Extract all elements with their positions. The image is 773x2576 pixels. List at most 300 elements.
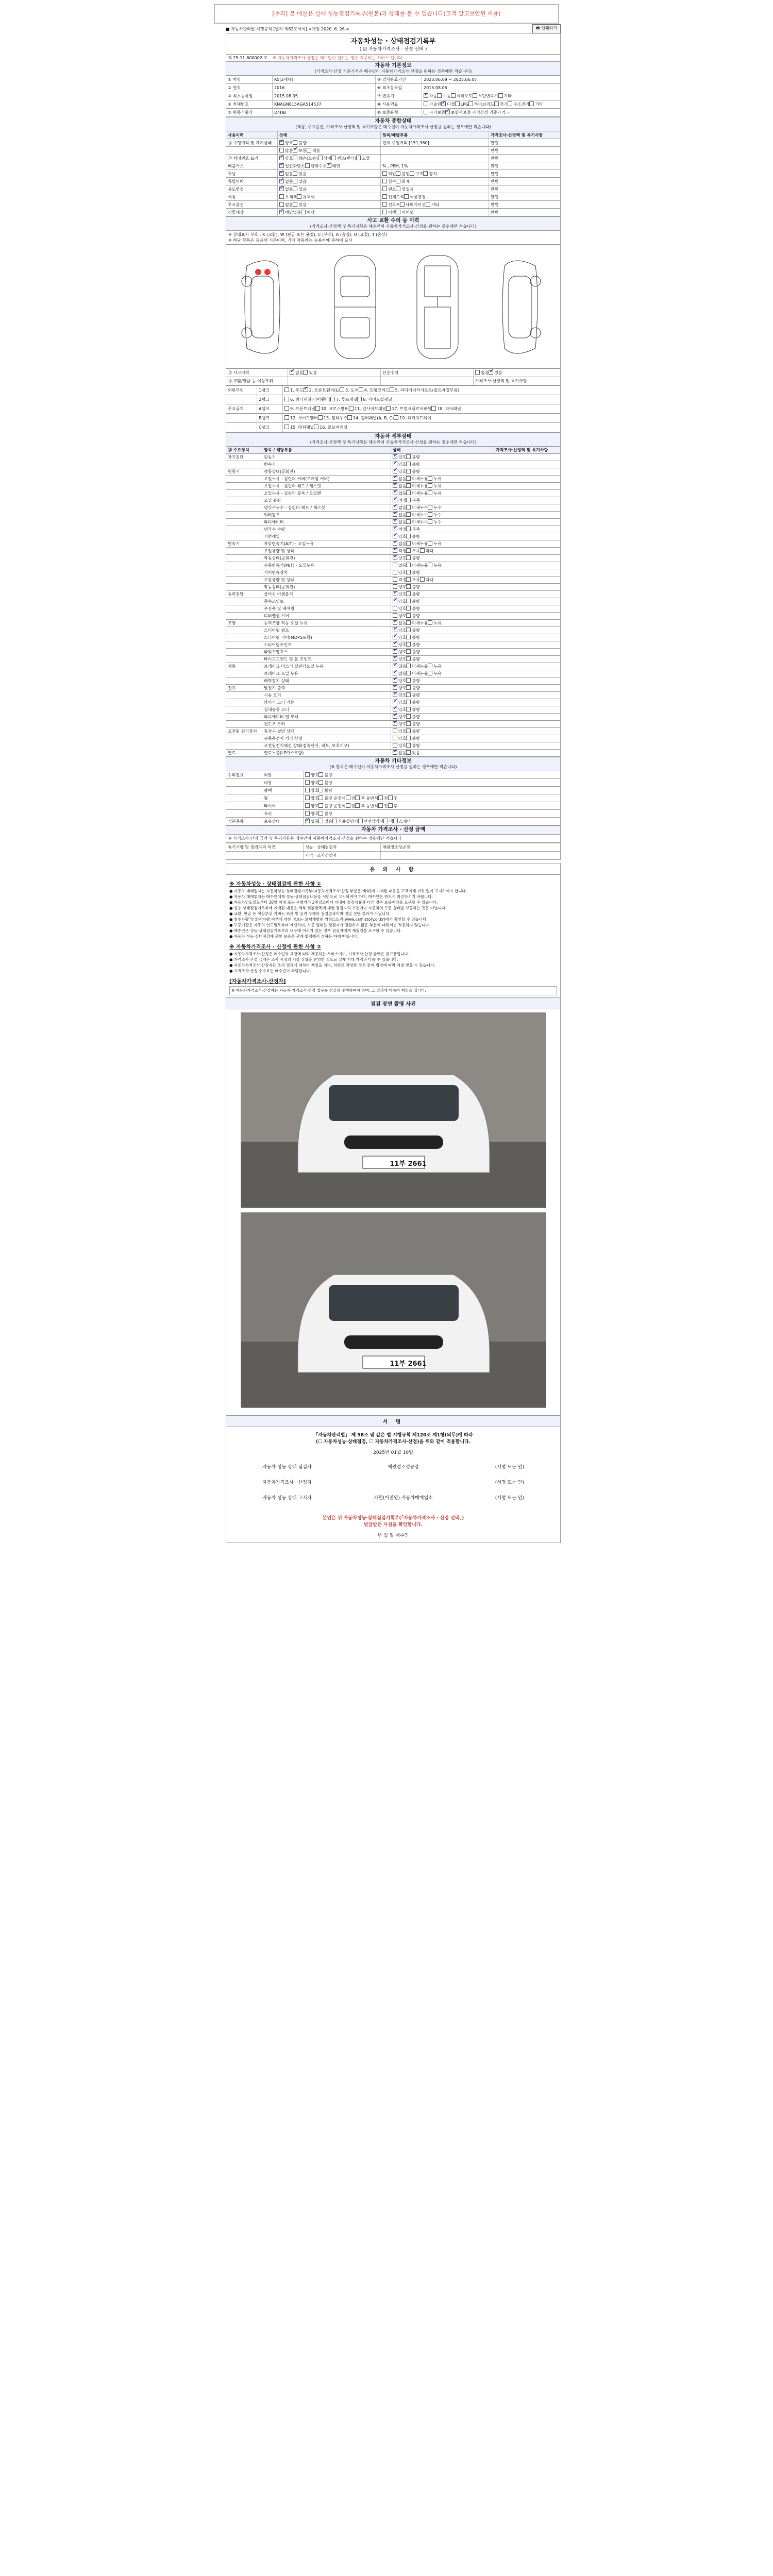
checkbox-unchecked[interactable] bbox=[406, 649, 411, 654]
checkbox-unchecked[interactable] bbox=[388, 803, 393, 808]
table-cell bbox=[226, 476, 262, 482]
signature-field[interactable]: (서명 또는 인) bbox=[495, 1496, 524, 1501]
checkbox-unchecked[interactable] bbox=[406, 505, 411, 510]
checkbox-unchecked[interactable] bbox=[529, 101, 534, 106]
checkbox-checked[interactable] bbox=[393, 642, 397, 647]
checkbox-unchecked[interactable] bbox=[406, 599, 411, 603]
car-top-view bbox=[334, 256, 376, 359]
checkbox-unchecked[interactable] bbox=[406, 642, 411, 647]
table-cell: 무채색 유채색 bbox=[278, 193, 381, 200]
checkbox-checked[interactable] bbox=[393, 527, 397, 531]
checkbox-unchecked[interactable] bbox=[406, 454, 411, 459]
footer-3: 년 월 일 매수인 bbox=[377, 1533, 409, 1538]
checkbox-checked[interactable] bbox=[290, 370, 294, 375]
checkbox-unchecked[interactable] bbox=[406, 512, 411, 517]
checkbox-unchecked[interactable] bbox=[318, 811, 323, 816]
table-cell: ✔ 없음 미세누유 누유 bbox=[391, 476, 494, 482]
checkbox-unchecked[interactable] bbox=[406, 728, 411, 733]
checkbox-checked[interactable] bbox=[393, 498, 397, 502]
checkbox-checked[interactable] bbox=[279, 179, 284, 183]
checkbox-unchecked[interactable] bbox=[301, 210, 306, 214]
checkbox-unchecked[interactable] bbox=[406, 548, 411, 553]
checkbox-checked[interactable] bbox=[393, 534, 397, 538]
checkbox-unchecked[interactable] bbox=[455, 101, 460, 106]
table-cell: ✔ 없음 미세누유 누유 bbox=[391, 540, 494, 547]
table-cell: 양호 불량 운전석 전 후 동반석 전 후 bbox=[304, 794, 560, 802]
table-cell: ⑧ 사용연료 bbox=[376, 100, 422, 108]
table-cell: ✔ 양호 불량 bbox=[391, 555, 494, 562]
checkbox-unchecked[interactable] bbox=[406, 620, 411, 625]
checkbox-unchecked[interactable] bbox=[424, 101, 428, 106]
checkbox-checked[interactable] bbox=[393, 476, 397, 481]
checkbox-unchecked[interactable] bbox=[349, 406, 354, 411]
checkbox-unchecked[interactable] bbox=[424, 110, 428, 114]
table-cell: 기어변속장치 bbox=[262, 569, 391, 576]
checkbox-unchecked[interactable] bbox=[293, 171, 297, 176]
table-row bbox=[226, 569, 560, 577]
table-cell: ✔ 없음 있음 bbox=[391, 750, 494, 756]
checkbox-unchecked[interactable] bbox=[423, 171, 428, 176]
checkbox-unchecked[interactable] bbox=[406, 469, 411, 473]
table-cell: ✔ 적정 부족 과다 bbox=[391, 548, 494, 554]
checkbox-unchecked[interactable] bbox=[382, 210, 387, 214]
checkbox-checked[interactable] bbox=[393, 685, 397, 690]
checkbox-unchecked[interactable] bbox=[378, 795, 383, 800]
checkbox-unchecked[interactable] bbox=[406, 555, 411, 560]
checkbox-unchecked[interactable] bbox=[508, 101, 512, 106]
checkbox-unchecked[interactable] bbox=[318, 819, 323, 823]
checkbox-unchecked[interactable] bbox=[393, 736, 397, 740]
checkbox-unchecked[interactable] bbox=[406, 584, 411, 589]
checkbox-unchecked[interactable] bbox=[356, 156, 361, 160]
checkbox-unchecked[interactable] bbox=[437, 93, 442, 98]
checkbox-unchecked[interactable] bbox=[303, 370, 308, 375]
sign-text-2: (☐ 자동차성능·상태점검, ☐ 자동차가격조사·산정)을 위와 같이 적용합니다. bbox=[315, 1439, 471, 1445]
checkbox-unchecked[interactable] bbox=[406, 462, 411, 466]
checkbox-checked[interactable] bbox=[393, 692, 397, 697]
checkbox-unchecked[interactable] bbox=[318, 772, 323, 777]
checkbox-unchecked[interactable] bbox=[355, 795, 360, 800]
checkbox-unchecked[interactable] bbox=[382, 202, 387, 207]
table-row bbox=[226, 109, 560, 117]
checkbox-unchecked[interactable] bbox=[393, 728, 397, 733]
table-cell: 등속조인트 bbox=[262, 598, 391, 605]
checkbox-checked[interactable] bbox=[293, 148, 297, 152]
accident-legend bbox=[226, 230, 561, 245]
checkbox-unchecked[interactable] bbox=[393, 613, 397, 618]
checkbox-unchecked[interactable] bbox=[331, 156, 336, 160]
table-cell: ⑦ 변속기 bbox=[376, 92, 422, 100]
form-header bbox=[226, 25, 561, 33]
checkbox-unchecked[interactable] bbox=[284, 415, 289, 420]
checkbox-unchecked[interactable] bbox=[355, 803, 360, 808]
checkbox-checked[interactable] bbox=[393, 555, 397, 560]
checkbox-unchecked[interactable] bbox=[396, 187, 400, 191]
checkbox-unchecked[interactable] bbox=[305, 780, 310, 785]
checkbox-checked[interactable] bbox=[393, 656, 397, 661]
checkbox-unchecked[interactable] bbox=[318, 788, 323, 792]
table-cell: ✔ 없음 미세누수 누수 bbox=[391, 512, 494, 518]
checkbox-unchecked[interactable] bbox=[431, 406, 436, 411]
checkbox-unchecked[interactable] bbox=[406, 591, 411, 596]
checkbox-unchecked[interactable] bbox=[318, 795, 323, 800]
checkbox-unchecked[interactable] bbox=[346, 795, 350, 800]
table-row bbox=[226, 100, 560, 109]
checkbox-unchecked[interactable] bbox=[406, 570, 411, 574]
checkbox-unchecked[interactable] bbox=[428, 505, 432, 510]
checkbox-unchecked[interactable] bbox=[293, 179, 297, 183]
table-cell bbox=[226, 706, 262, 713]
checkbox-checked[interactable] bbox=[393, 541, 397, 546]
checkbox-unchecked[interactable] bbox=[314, 425, 318, 429]
checkbox-unchecked[interactable] bbox=[279, 194, 284, 199]
checkbox-unchecked[interactable] bbox=[393, 584, 397, 589]
checkbox-unchecked[interactable] bbox=[406, 700, 411, 704]
table-cell: 라디에이터 팬 모터 bbox=[262, 714, 391, 720]
table-cell: 자가보증 ✔ 보험사보증 가격산정 기준가격: - bbox=[422, 109, 560, 116]
condition-section-header: 자동차 종합상태 (색상, 주요옵션, 가격조사·산정액 및 특기사항은 매수인이 자동차가격조사·산정을 원하는 경우에만 적습니다) bbox=[226, 117, 561, 131]
table-cell: ⑨ 원동기형식 bbox=[226, 109, 273, 116]
note-item: ● 가격조사·산정 수수료는 매수인이 부담합니다. bbox=[229, 969, 311, 973]
checkbox-unchecked[interactable] bbox=[293, 187, 297, 191]
checkbox-unchecked[interactable] bbox=[406, 714, 411, 719]
checkbox-unchecked[interactable] bbox=[332, 819, 337, 823]
checkbox-unchecked[interactable] bbox=[400, 202, 405, 207]
checkbox-unchecked[interactable] bbox=[347, 415, 352, 420]
table-cell: 양호 불량 bbox=[391, 728, 494, 735]
checkbox-unchecked[interactable] bbox=[406, 678, 411, 683]
sign-text-1: 「자동차관리법」 제 58조 및 같은 법 시행규칙 제120조 제1항(의무)에 따라 bbox=[313, 1433, 473, 1438]
checkbox-unchecked[interactable] bbox=[330, 397, 335, 401]
notes-title: 유 의 사 항 bbox=[226, 863, 561, 875]
checkbox-checked[interactable] bbox=[393, 707, 397, 711]
checkbox-unchecked[interactable] bbox=[359, 387, 363, 392]
table-row bbox=[226, 721, 560, 728]
checkbox-unchecked[interactable] bbox=[297, 194, 301, 199]
checkbox-unchecked[interactable] bbox=[393, 743, 397, 748]
table-row bbox=[226, 802, 560, 810]
print-button[interactable]: 🖶 인쇄하기 bbox=[532, 24, 561, 33]
checkbox-checked[interactable] bbox=[393, 649, 397, 654]
table-cell: 만원 bbox=[491, 148, 499, 153]
checkbox-checked[interactable] bbox=[424, 93, 428, 98]
checkbox-checked[interactable] bbox=[393, 700, 397, 704]
table-cell: 1랭크 bbox=[257, 386, 283, 395]
checkbox-checked[interactable] bbox=[393, 591, 397, 596]
checkbox-unchecked[interactable] bbox=[406, 577, 411, 582]
table-cell: 만원 bbox=[491, 140, 499, 145]
checkbox-unchecked[interactable] bbox=[293, 202, 297, 207]
checkbox-unchecked[interactable] bbox=[340, 387, 344, 392]
checkbox-unchecked[interactable] bbox=[406, 685, 411, 690]
checkbox-unchecked[interactable] bbox=[393, 563, 397, 567]
signature-field[interactable]: (서명 또는 인) bbox=[495, 1480, 524, 1485]
table-cell bbox=[226, 810, 262, 817]
checkbox-unchecked[interactable] bbox=[406, 483, 411, 488]
signer-text: 자동차 성능 상태 고지자 bbox=[262, 1496, 312, 1501]
checkbox-checked[interactable] bbox=[393, 512, 397, 517]
checkbox-unchecked[interactable] bbox=[428, 490, 432, 495]
table-cell: 전체도색 색상변경 bbox=[381, 193, 489, 200]
checkbox-unchecked[interactable] bbox=[394, 415, 398, 420]
checkbox-unchecked[interactable] bbox=[293, 140, 297, 145]
checkbox-unchecked[interactable] bbox=[494, 101, 499, 106]
checkbox-unchecked[interactable] bbox=[346, 803, 350, 808]
header-cell: 상태 bbox=[391, 447, 494, 453]
checkbox-unchecked[interactable] bbox=[406, 750, 411, 755]
table-cell: 가격 · 조사산정자 bbox=[304, 852, 381, 859]
checkbox-checked[interactable] bbox=[305, 819, 310, 823]
accident-section-header: 사고 교환 수리 등 이력 (가격조사·산정액 및 특기사항은 매수인이 자동차가격조사·산정을 원하는 경우에만 적습니다) bbox=[226, 216, 561, 230]
table-cell: 내장 bbox=[262, 779, 304, 786]
checkbox-unchecked[interactable] bbox=[393, 819, 398, 823]
table-cell: 워터펌프 bbox=[262, 512, 391, 518]
checkbox-unchecked[interactable] bbox=[305, 788, 310, 792]
checkbox-unchecked[interactable] bbox=[315, 406, 320, 411]
note-item: ● 교환, 판금 등 이상부위 기재는 외관 및 골격 상태의 점검결과이며 정밀 진단 결과가 아닙니다. bbox=[229, 911, 391, 916]
checkbox-unchecked[interactable] bbox=[305, 795, 310, 800]
checkbox-unchecked[interactable] bbox=[406, 664, 411, 668]
checkbox-unchecked[interactable] bbox=[406, 736, 411, 740]
checkbox-unchecked[interactable] bbox=[428, 541, 432, 546]
checkbox-unchecked[interactable] bbox=[406, 606, 411, 611]
checkbox-unchecked[interactable] bbox=[318, 156, 323, 160]
table-cell: 라디에이터 bbox=[262, 519, 391, 526]
table-cell bbox=[226, 779, 262, 786]
checkbox-checked[interactable] bbox=[393, 721, 397, 726]
checkbox-unchecked[interactable] bbox=[428, 563, 432, 567]
table-cell: ✔ 양호 불량 bbox=[391, 634, 494, 641]
table-cell: 브레이크 마스터 실린더오일 누유 bbox=[262, 663, 391, 670]
table-cell: 기본품목 bbox=[226, 818, 262, 825]
checkbox-checked[interactable] bbox=[393, 505, 397, 510]
table-cell: ✔ 적정 부족 bbox=[391, 497, 494, 504]
table-cell: ③ 최초등록일 bbox=[226, 92, 273, 100]
checkbox-unchecked[interactable] bbox=[318, 780, 323, 785]
checkbox-checked[interactable] bbox=[393, 635, 397, 639]
checkbox-unchecked[interactable] bbox=[393, 577, 397, 582]
checkbox-checked[interactable] bbox=[393, 714, 397, 719]
checkbox-checked[interactable] bbox=[393, 628, 397, 632]
table-cell: K5(2세대) bbox=[273, 76, 376, 83]
checkbox-checked[interactable] bbox=[445, 110, 450, 114]
checkbox-unchecked[interactable] bbox=[428, 476, 432, 481]
checkbox-unchecked[interactable] bbox=[396, 210, 400, 214]
table-cell: 2랭크 bbox=[257, 395, 283, 404]
checkbox-checked[interactable] bbox=[393, 599, 397, 603]
checkbox-unchecked[interactable] bbox=[428, 483, 432, 488]
checkbox-unchecked[interactable] bbox=[406, 476, 411, 481]
car-left-view bbox=[242, 261, 280, 353]
table-cell: 선루프 네비게이션 기타 bbox=[381, 201, 489, 208]
checkbox-unchecked[interactable] bbox=[406, 563, 411, 567]
checkbox-unchecked[interactable] bbox=[406, 743, 411, 748]
checkbox-unchecked[interactable] bbox=[406, 671, 411, 675]
table-cell: 만원 bbox=[491, 194, 499, 199]
checkbox-unchecked[interactable] bbox=[284, 425, 289, 429]
checkbox-unchecked[interactable] bbox=[475, 370, 480, 375]
checkbox-unchecked[interactable] bbox=[382, 171, 387, 176]
checkbox-checked[interactable] bbox=[279, 171, 284, 176]
checkbox-unchecked[interactable] bbox=[498, 93, 503, 98]
checkbox-unchecked[interactable] bbox=[382, 179, 387, 183]
table-cell: 만원 bbox=[491, 187, 499, 192]
checkbox-unchecked[interactable] bbox=[406, 519, 411, 524]
checkbox-unchecked[interactable] bbox=[318, 415, 323, 420]
checkbox-unchecked[interactable] bbox=[318, 803, 323, 808]
checkbox-checked[interactable] bbox=[279, 163, 284, 168]
checkbox-unchecked[interactable] bbox=[420, 548, 425, 553]
table-cell: 양호 불량 bbox=[304, 779, 560, 786]
header-cell: ⑮ 주요장치 bbox=[226, 447, 262, 453]
checkbox-unchecked[interactable] bbox=[307, 148, 311, 152]
signer-text: 제광정조성공장 bbox=[388, 1465, 419, 1470]
checkbox-unchecked[interactable] bbox=[428, 620, 432, 625]
checkbox-checked[interactable] bbox=[393, 483, 397, 488]
table-cell: ✔ 해당없음 해당 bbox=[278, 209, 381, 216]
checkbox-unchecked[interactable] bbox=[406, 534, 411, 538]
table-cell: 구동축전지 격리 상태 bbox=[262, 735, 391, 742]
table-cell: 양호 불량 bbox=[304, 771, 560, 778]
notes-body bbox=[226, 875, 561, 998]
checkbox-unchecked[interactable] bbox=[406, 613, 411, 618]
table-row bbox=[226, 414, 560, 423]
legend-line-2: ※ 하단 항목은 승용차 기준이며, 기타 자동차는 승용차에 준하여 표시 bbox=[228, 238, 352, 243]
checkbox-checked[interactable] bbox=[304, 387, 308, 392]
checkbox-unchecked[interactable] bbox=[279, 148, 284, 152]
table-cell bbox=[226, 714, 262, 720]
checkbox-unchecked[interactable] bbox=[451, 93, 456, 98]
checkbox-unchecked[interactable] bbox=[406, 692, 411, 697]
checkbox-unchecked[interactable] bbox=[428, 671, 432, 675]
table-cell: 오일유량 및 상태 bbox=[262, 577, 391, 583]
table-cell: 디퍼렌셜 기어 bbox=[262, 613, 391, 619]
checkbox-unchecked[interactable] bbox=[305, 163, 310, 168]
checkbox-unchecked[interactable] bbox=[406, 635, 411, 639]
table-cell bbox=[226, 395, 257, 404]
checkbox-checked[interactable] bbox=[441, 101, 446, 106]
checkbox-unchecked[interactable] bbox=[388, 795, 393, 800]
signer-row bbox=[231, 1460, 555, 1475]
signer-row bbox=[231, 1475, 555, 1490]
table-cell bbox=[226, 742, 262, 749]
table-cell: ⑩ 보증유형 bbox=[376, 109, 422, 116]
checkbox-unchecked[interactable] bbox=[279, 202, 284, 207]
table-cell: 적정 부족 과다 bbox=[391, 577, 494, 583]
checkbox-unchecked[interactable] bbox=[406, 490, 411, 495]
table-cell: 오일누유 - 실린더 헤드 / 개스킷 bbox=[262, 483, 391, 489]
checkbox-unchecked[interactable] bbox=[473, 93, 477, 98]
checkbox-checked[interactable] bbox=[393, 519, 397, 524]
checkbox-unchecked[interactable] bbox=[396, 171, 400, 176]
table-cell: ✔ 양호 불량 bbox=[391, 641, 494, 648]
checkbox-unchecked[interactable] bbox=[468, 101, 473, 106]
checkbox-checked[interactable] bbox=[393, 750, 397, 755]
checkbox-unchecked[interactable] bbox=[293, 156, 297, 160]
table-cell: 12. 사이드멤버 13. 휠하우스 14. 필러패널(A, B, C) 19. 패키지트레이 bbox=[283, 414, 560, 422]
table-cell bbox=[226, 787, 262, 794]
checkbox-checked[interactable] bbox=[393, 469, 397, 473]
checkbox-unchecked[interactable] bbox=[406, 628, 411, 632]
table-cell: ✔ 없음 있음 bbox=[278, 178, 381, 185]
checkbox-unchecked[interactable] bbox=[357, 397, 362, 401]
checkbox-unchecked[interactable] bbox=[406, 656, 411, 661]
table-cell: ⑬ 사고이력 bbox=[226, 369, 288, 377]
checkbox-unchecked[interactable] bbox=[428, 519, 432, 524]
checkbox-checked[interactable] bbox=[393, 671, 397, 675]
checkbox-unchecked[interactable] bbox=[305, 811, 310, 816]
table-row bbox=[226, 84, 560, 92]
table-cell: 렌트 영업용 bbox=[381, 185, 489, 193]
checkbox-checked[interactable] bbox=[279, 210, 284, 214]
table-cell: 2015.08.05 bbox=[273, 92, 376, 100]
table-cell: ✔ 없음 있음 bbox=[288, 369, 381, 377]
table-cell: 오일누유 - 실린더 블록 / 오일팬 bbox=[262, 490, 391, 497]
condition-table bbox=[226, 131, 561, 216]
table-cell bbox=[226, 512, 262, 518]
document-title: 자동차성능 · 상태점검기록부 bbox=[350, 38, 436, 45]
checkbox-unchecked[interactable] bbox=[393, 606, 397, 611]
checkbox-unchecked[interactable] bbox=[382, 187, 387, 191]
checkbox-unchecked[interactable] bbox=[284, 397, 289, 401]
checkbox-checked[interactable] bbox=[393, 462, 397, 466]
checkbox-checked[interactable] bbox=[279, 140, 284, 145]
detail-table bbox=[226, 446, 561, 757]
checkbox-checked[interactable] bbox=[393, 664, 397, 668]
checkbox-unchecked[interactable] bbox=[428, 512, 432, 517]
checkbox-unchecked[interactable] bbox=[406, 707, 411, 711]
checkbox-unchecked[interactable] bbox=[378, 803, 383, 808]
signature-field[interactable]: (서명 또는 인) bbox=[495, 1465, 524, 1470]
checkbox-unchecked[interactable] bbox=[390, 387, 394, 392]
checkbox-unchecked[interactable] bbox=[396, 179, 400, 183]
checkbox-unchecked[interactable] bbox=[426, 202, 430, 207]
checkbox-unchecked[interactable] bbox=[305, 772, 310, 777]
checkbox-unchecked[interactable] bbox=[284, 387, 289, 392]
checkbox-checked[interactable] bbox=[393, 678, 397, 683]
checkbox-unchecked[interactable] bbox=[428, 664, 432, 668]
checkbox-checked[interactable] bbox=[327, 163, 331, 168]
checkbox-unchecked[interactable] bbox=[420, 577, 425, 582]
checkbox-checked[interactable] bbox=[393, 548, 397, 553]
checkbox-checked[interactable] bbox=[393, 490, 397, 495]
table-row bbox=[226, 605, 560, 613]
table-cell: ✔ 양호 불량 bbox=[278, 139, 381, 146]
checkbox-unchecked[interactable] bbox=[406, 498, 411, 502]
checkbox-unchecked[interactable] bbox=[406, 721, 411, 726]
table-cell: KNAGN815AGA514537 bbox=[273, 100, 376, 108]
checkbox-unchecked[interactable] bbox=[406, 541, 411, 546]
checkbox-checked[interactable] bbox=[393, 454, 397, 459]
table-cell: ✔ 양호 불량 bbox=[391, 685, 494, 691]
checkbox-unchecked[interactable] bbox=[404, 194, 409, 199]
checkbox-unchecked[interactable] bbox=[410, 171, 414, 176]
checkbox-unchecked[interactable] bbox=[382, 194, 387, 199]
checkbox-unchecked[interactable] bbox=[393, 570, 397, 574]
checkbox-checked[interactable] bbox=[279, 156, 284, 160]
checkbox-unchecked[interactable] bbox=[383, 819, 388, 823]
checkbox-unchecked[interactable] bbox=[305, 803, 310, 808]
checkbox-checked[interactable] bbox=[279, 187, 284, 191]
checkbox-unchecked[interactable] bbox=[284, 406, 289, 411]
checkbox-checked[interactable] bbox=[393, 620, 397, 625]
checkbox-unchecked[interactable] bbox=[358, 819, 363, 823]
checkbox-checked[interactable] bbox=[489, 370, 493, 375]
table-cell: 브레이크 오일 누유 bbox=[262, 670, 391, 677]
table-cell: 주요골격 bbox=[226, 404, 257, 413]
checkbox-unchecked[interactable] bbox=[386, 406, 391, 411]
checkbox-unchecked[interactable] bbox=[406, 527, 411, 531]
